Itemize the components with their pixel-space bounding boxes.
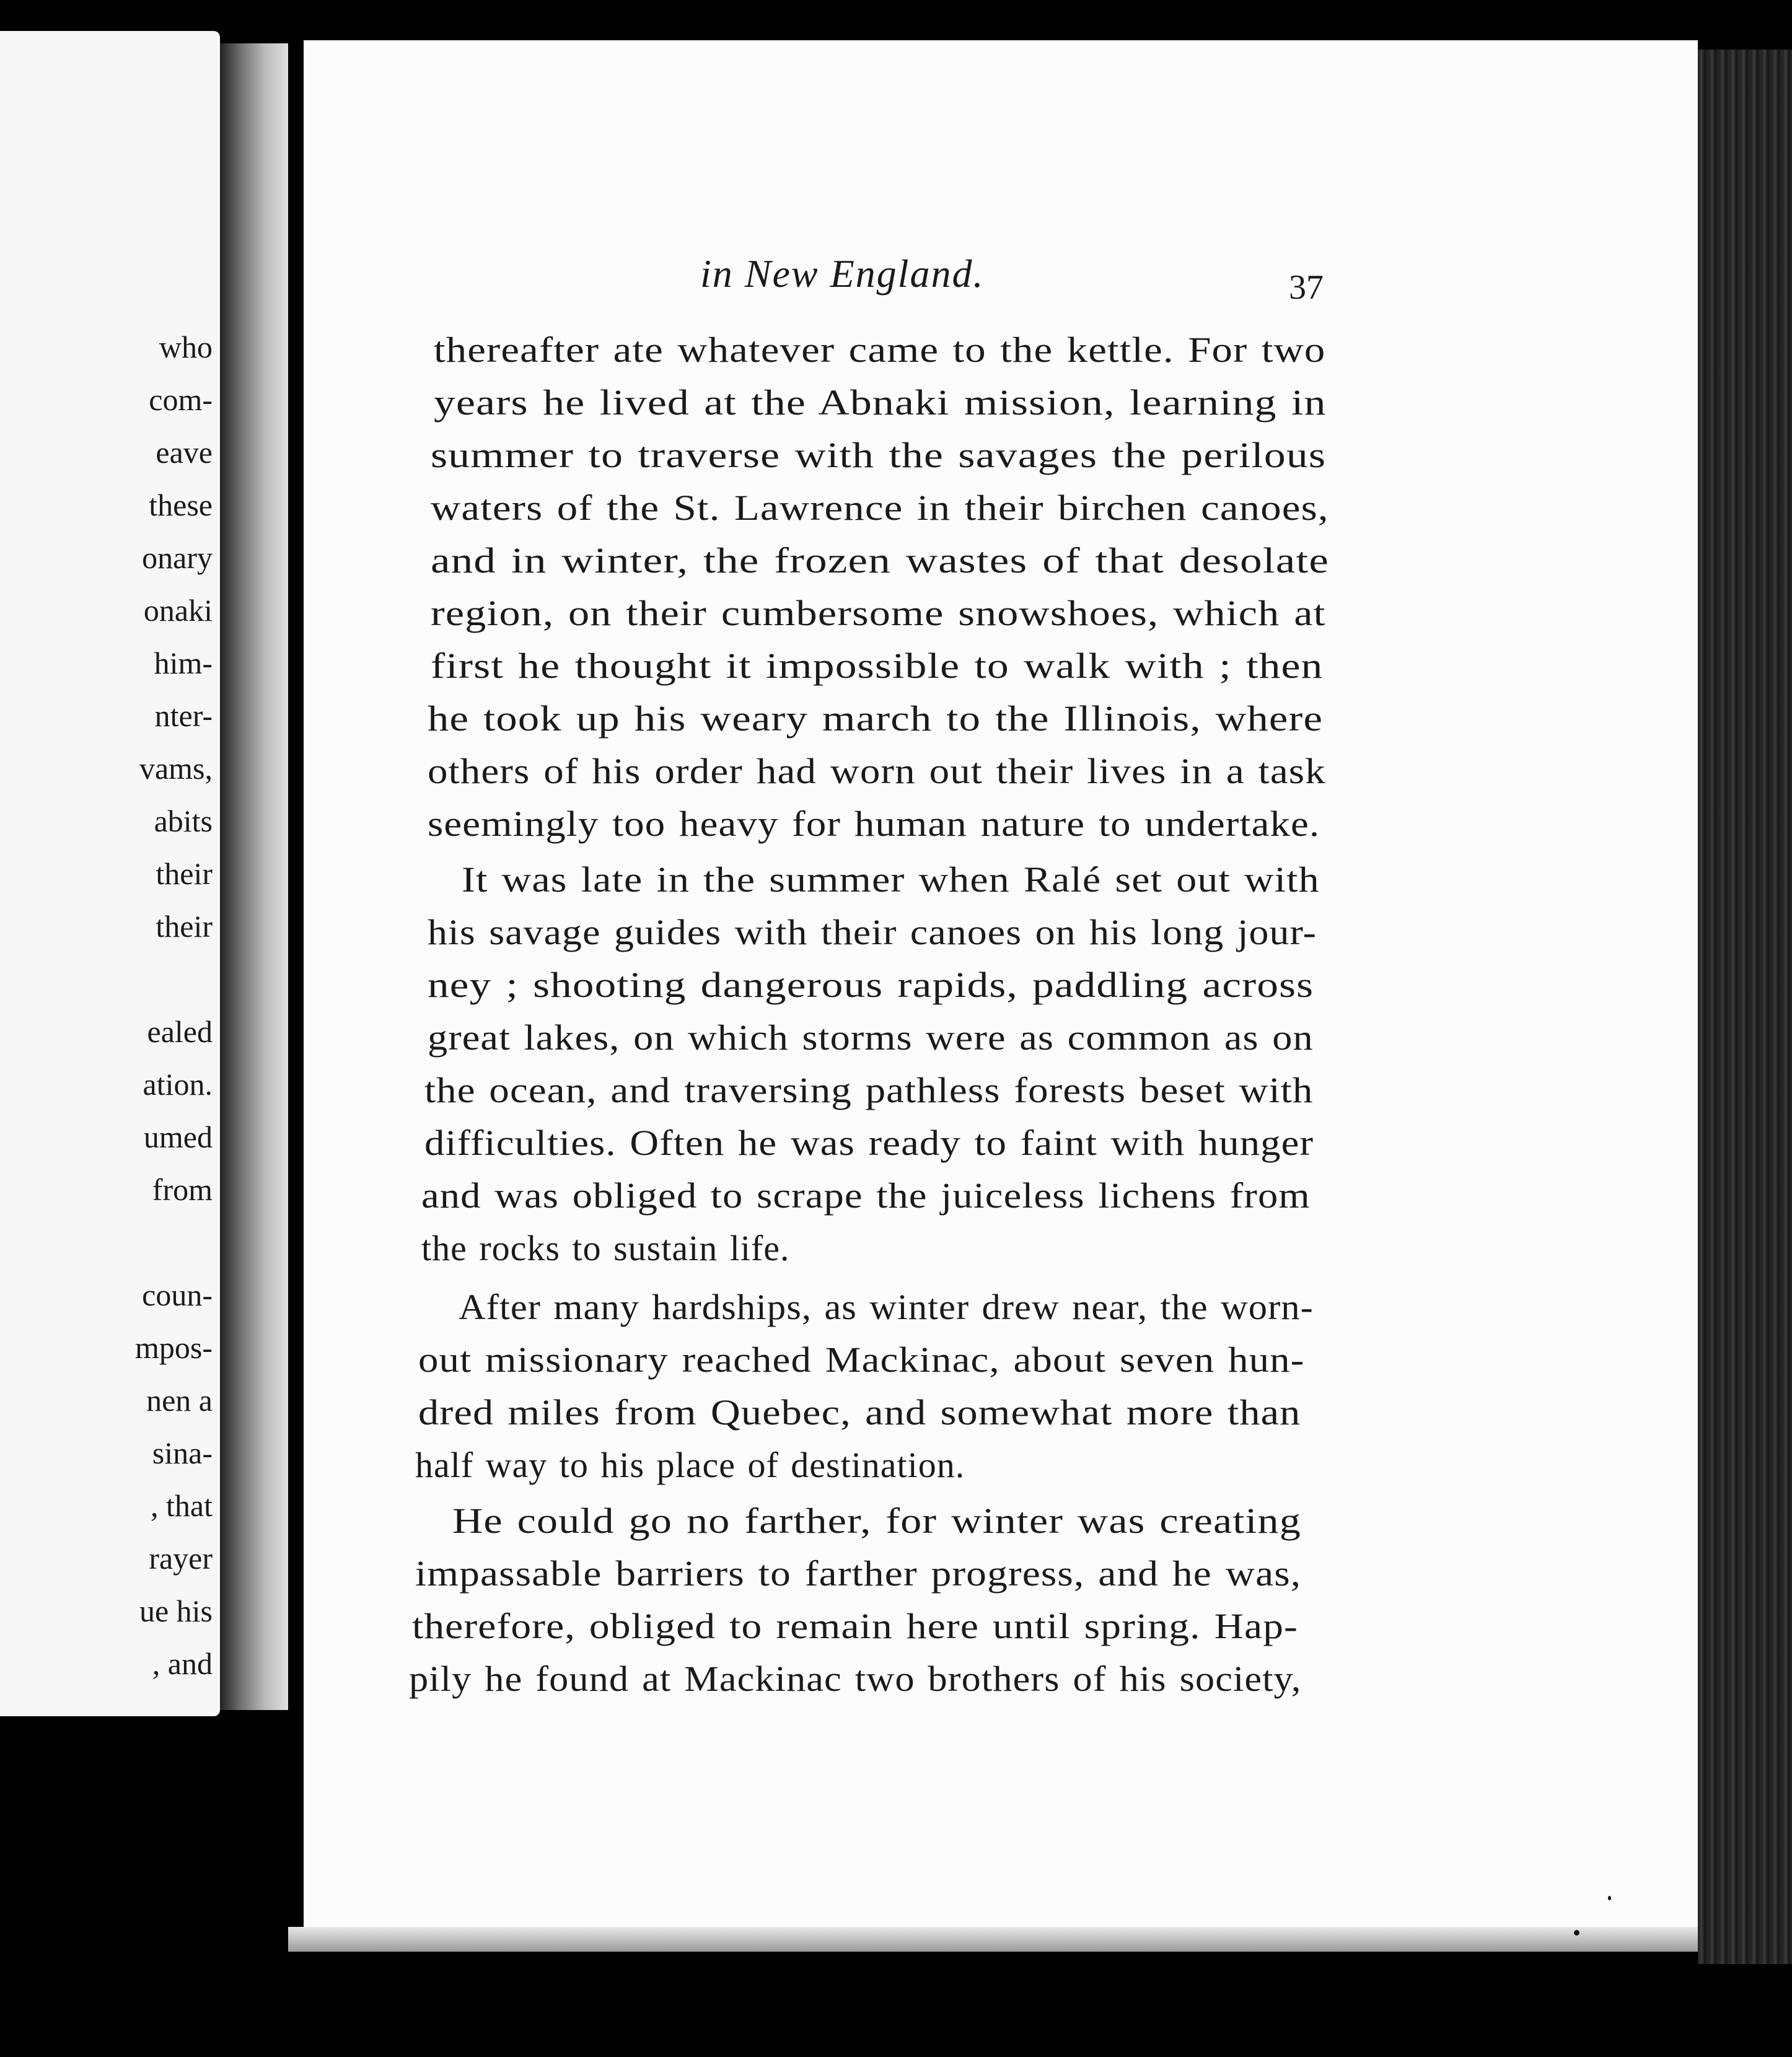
text-line: others of his order had worn out their lives in a task bbox=[428, 751, 1326, 791]
left-text-fragment: from bbox=[152, 1172, 213, 1207]
text-line: pily he found at Mackinac two brothers of his society, bbox=[409, 1659, 1302, 1699]
text-line: the rocks to sustain life. bbox=[421, 1228, 790, 1268]
left-text-fragment: ation. bbox=[143, 1067, 213, 1102]
text-line: dred miles from Quebec, and somewhat more than bbox=[418, 1392, 1301, 1432]
left-text-fragment: eave bbox=[156, 435, 213, 470]
left-text-fragment: ue his bbox=[139, 1594, 213, 1628]
text-line: It was late in the summer when Ralé set out with bbox=[462, 859, 1320, 900]
text-line: his savage guides with their canoes on his long jour- bbox=[428, 912, 1317, 952]
text-line: he took up his weary march to the Illinois, where bbox=[428, 698, 1324, 739]
text-line: first he thought it impossible to walk with ; then bbox=[431, 646, 1324, 686]
text-line: half way to his place of destination. bbox=[415, 1445, 965, 1485]
left-text-fragment: abits bbox=[154, 804, 213, 838]
text-line: summer to traverse with the savages the perilous bbox=[431, 435, 1327, 475]
page-number: 37 bbox=[1289, 268, 1324, 307]
left-text-fragment: these bbox=[149, 488, 213, 522]
text-line: therefore, obliged to remain here until spring. Hap- bbox=[412, 1606, 1298, 1646]
left-text-fragment: their bbox=[156, 856, 213, 891]
left-text-fragment: coun- bbox=[142, 1278, 213, 1312]
left-text-fragment: ealed bbox=[147, 1014, 213, 1049]
left-text-fragment: onaki bbox=[143, 593, 213, 628]
dust-speck bbox=[1574, 1930, 1579, 1936]
text-line: years he lived at the Abnaki mission, learning in bbox=[434, 382, 1327, 423]
text-line: region, on their cumbersome snowshoes, which at bbox=[431, 593, 1326, 633]
left-text-fragment: vams, bbox=[139, 751, 213, 786]
left-text-fragment: onary bbox=[142, 540, 213, 575]
text-line: the ocean, and traversing pathless forests beset with bbox=[424, 1070, 1314, 1110]
left-text-fragment: com- bbox=[149, 382, 213, 417]
text-line: After many hardships, as winter drew near, the worn- bbox=[459, 1287, 1314, 1327]
left-text-fragment: mpos- bbox=[135, 1330, 213, 1365]
text-line: and was obliged to scrape the juiceless lichens from bbox=[421, 1175, 1311, 1216]
text-line: He could go no farther, for winter was creating bbox=[452, 1501, 1301, 1541]
left-text-fragment: nter- bbox=[154, 698, 213, 733]
text-line: impassable barriers to farther progress, and he was, bbox=[415, 1553, 1302, 1594]
left-text-fragment: rayer bbox=[149, 1541, 213, 1576]
text-line: waters of the St. Lawrence in their birchen canoes, bbox=[431, 488, 1329, 528]
left-text-fragment: , and bbox=[152, 1646, 213, 1681]
text-line: and in winter, the frozen wastes of that desolate bbox=[431, 540, 1330, 581]
running-head: in New England. bbox=[700, 252, 985, 296]
left-text-fragment: sina- bbox=[152, 1436, 213, 1470]
text-line: seemingly too heavy for human nature to undertake. bbox=[428, 804, 1320, 844]
text-line: thereafter ate whatever came to the kettle. For two bbox=[434, 330, 1326, 370]
left-text-fragment: umed bbox=[143, 1120, 213, 1154]
left-text-fragment: their bbox=[156, 909, 213, 944]
left-text-fragment: nen a bbox=[146, 1383, 213, 1418]
text-line: great lakes, on which storms were as common as on bbox=[428, 1017, 1314, 1058]
left-text-fragment: who bbox=[159, 330, 213, 364]
text-line: difficulties. Often he was ready to faint with hunger bbox=[424, 1123, 1314, 1163]
text-line: ney ; shooting dangerous rapids, paddling across bbox=[428, 965, 1314, 1005]
left-text-fragment: him- bbox=[154, 646, 213, 680]
left-text-fragment: , that bbox=[151, 1488, 213, 1523]
dust-speck bbox=[1608, 1896, 1611, 1900]
text-line: out missionary reached Mackinac, about seven hun- bbox=[418, 1340, 1305, 1380]
